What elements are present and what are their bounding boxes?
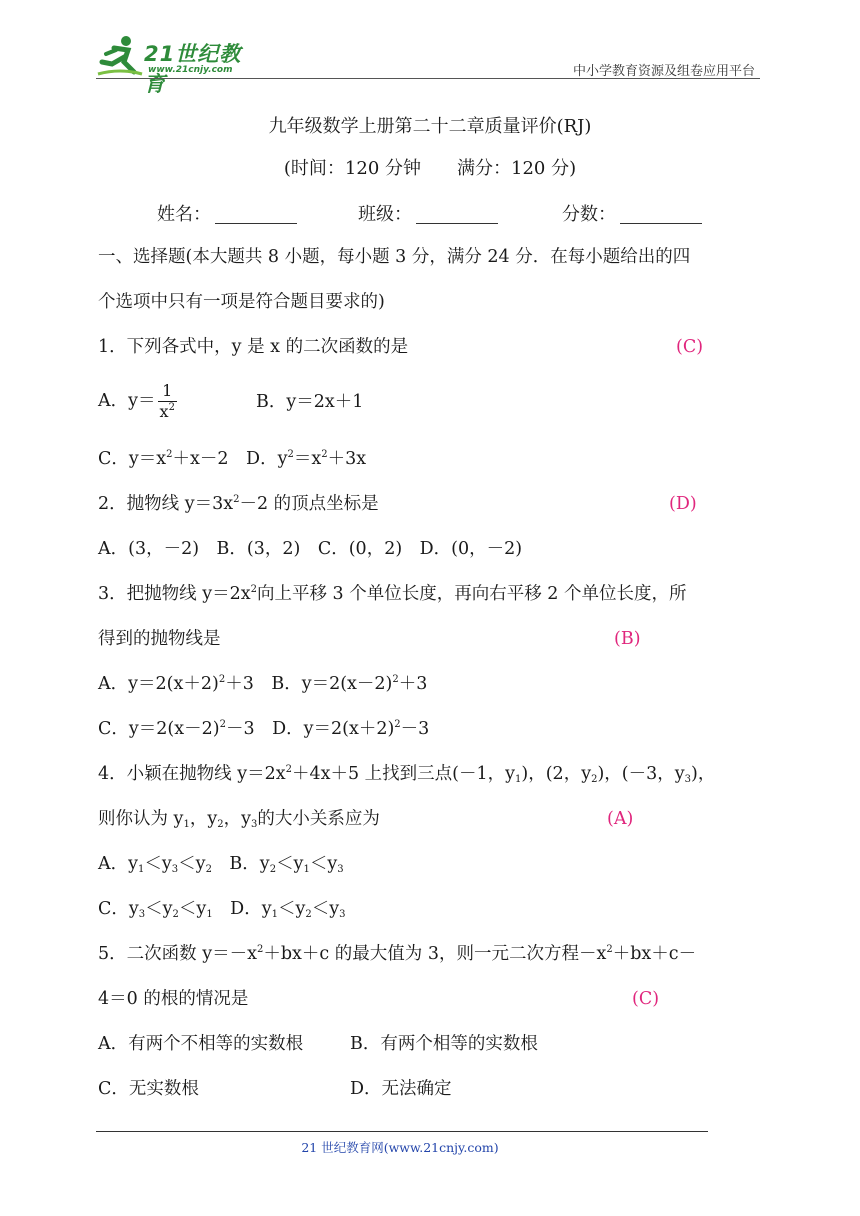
q4-options-ab: A．$y_1<y_3<y_2$ B．$y_2<y_1<y_3$ xyxy=(98,854,344,875)
score-blank[interactable] xyxy=(620,205,702,224)
q3-answer: (B) xyxy=(614,629,641,649)
q4-answer: (A) xyxy=(607,809,634,829)
q3-stem-line1: 3．把抛物线 $y=2x^2$向上平移 3 个单位长度，再向右平移 2 个单位长度，所 xyxy=(98,584,687,604)
class-field[interactable] xyxy=(358,200,498,226)
q4-options-cd: C．$y_3<y_2<y_1$ D．$y_1<y_2<y_3$ xyxy=(98,899,346,920)
score-field[interactable] xyxy=(562,200,702,226)
footer-rule xyxy=(96,1131,708,1132)
q5-option-a: A．有两个不相等的实数根 xyxy=(98,1034,304,1054)
site-tagline: 中小学教育资源及组卷应用平台 xyxy=(573,64,756,79)
q4-stem-line2: 则你认为 $y_1$，$y_2$，$y_3$的大小关系应为 xyxy=(98,809,380,830)
class-blank[interactable] xyxy=(416,205,498,224)
q1-answer: (C) xyxy=(676,337,704,357)
q4-stem-line1: 4．小颖在抛物线 $y=2x^2+4x+5$ 上找到三点(－1，$y_1$)，(2，$y_2$)，(－3，$y_3$)， xyxy=(98,764,716,785)
name-blank[interactable] xyxy=(215,205,297,224)
q1-option-a: A．y＝ $\frac{1}{x^2}$ xyxy=(98,381,175,421)
q2-answer: (D) xyxy=(669,494,697,514)
q5-stem-line1: 5．二次函数 $y=-x^2+bx+c$ 的最大值为 3，则一元二次方程$-x^2+bx+c-$ xyxy=(98,944,697,964)
section1-line1: 一、选择题(本大题共 8 小题，每小题 3 分，满分 24 分．在每小题给出的四 xyxy=(98,247,691,267)
logo xyxy=(96,34,256,96)
q5-answer: (C) xyxy=(632,989,660,1009)
q2-stem: 2．抛物线 $y=3x^2-2$ 的顶点坐标是 xyxy=(98,494,379,514)
q1-options-cd: C．$y=x^2+x-2$ D．$y^2=x^2+3x$ xyxy=(98,449,367,469)
logo-text: 21世纪教育 xyxy=(144,42,242,96)
page-subtitle: (时间：120 分钟 满分：120 分) xyxy=(283,158,577,179)
name-field[interactable] xyxy=(157,200,297,226)
section1-line2: 个选项中只有一项是符合题目要求的) xyxy=(98,292,385,312)
logo-url: www.21cnjy.com xyxy=(148,65,233,75)
q5-option-b: B．有两个相等的实数根 xyxy=(350,1034,538,1054)
class-label: 班级： xyxy=(358,204,412,225)
q2-options: A．(3，－2) B．(3，2) C．(0，2) D．(0，－2) xyxy=(98,539,523,559)
q3-options-ab: A．$y=2(x+2)^2+3$ B．$y=2(x-2)^2+3$ xyxy=(98,674,428,694)
score-label: 分数： xyxy=(562,204,616,225)
q1-stem: 1．下列各式中，y 是 x 的二次函数的是 xyxy=(98,337,409,357)
q3-stem-line2: 得到的抛物线是 xyxy=(98,629,221,649)
runner-logo-icon xyxy=(96,34,144,78)
page-title: 九年级数学上册第二十二章质量评价(RJ) xyxy=(268,116,592,137)
q5-stem-line2: 4＝0 的根的情况是 xyxy=(98,989,249,1009)
q3-options-cd: C．$y=2(x-2)^2-3$ D．$y=2(x+2)^2-3$ xyxy=(98,719,430,739)
q5-option-d: D．无法确定 xyxy=(350,1079,452,1099)
footer-text[interactable]: 21 世纪教育网(www.21cnjy.com) xyxy=(301,1140,499,1155)
q5-option-c: C．无实数根 xyxy=(98,1079,199,1099)
fraction: $\frac{1}{x^2}$ xyxy=(159,381,175,421)
name-label: 姓名： xyxy=(157,204,211,225)
q1-option-b: B．y＝2x＋1 xyxy=(256,392,364,412)
header-rule xyxy=(96,78,760,79)
